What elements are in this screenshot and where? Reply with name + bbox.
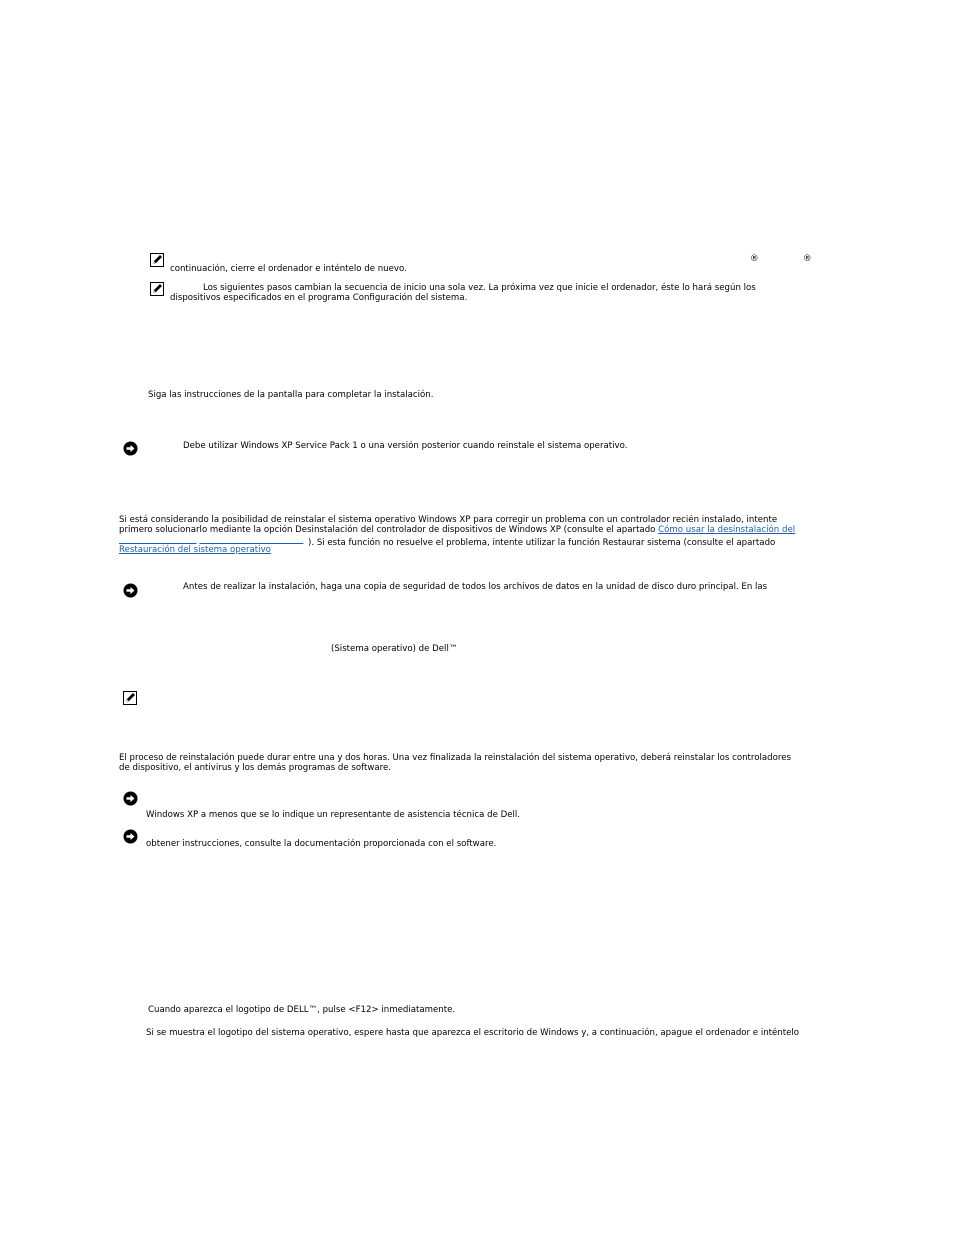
note-pencil-icon [150,282,164,296]
para-duration-line1: El proceso de reinstalación puede durar entre una y dos horas. Una vez finalizada la reinstalación del sistema operativo, deberá reinstalar los controladores [119,753,791,763]
notice-arrow-icon [123,583,138,598]
note2-line1: Los siguientes pasos cambian la secuencia de inicio una sola vez. La próxima vez que inicie el ordenador, éste lo hará según los [203,283,756,293]
notice-arrow-icon [123,441,138,456]
note1-line2: continuación, cierre el ordenador e inténtelo de nuevo. [170,264,407,274]
para-reinstall-line2-text: primero solucionarlo mediante la opción Desinstalación del controlador de dispositivos de Windows XP (consulte el apartado [119,525,659,535]
para-reinstall-line2 [119,525,795,535]
note-pencil-icon [150,253,164,267]
link-driver-rollback[interactable]: Cómo usar la desinstalación del [658,525,796,535]
notice-windows-xp: Windows XP a menos que se lo indique un representante de asistencia técnica de Dell. [146,810,520,820]
para-reinstall-line1: Si está considerando la posibilidad de reinstalar el sistema operativo Windows XP para corregir un problema con un controlador recién instalado, intente [119,515,778,525]
step-follow-instructions: Siga las instrucciones de la pantalla para completar la instalación. [148,390,434,400]
step-os-logo: Si se muestra el logotipo del sistema operativo, espere hasta que aparezca el escritorio de Windows y, a continuación, apague el ordenador e inténtelo [146,1028,800,1038]
os-dell-text: (Sistema operativo) de Dell™ [331,644,458,654]
registered-mark-2: ® [803,254,812,264]
para-duration-line2: de dispositivo, el antivirus y los demás programas de software. [119,763,392,773]
notice-arrow-icon [123,791,138,806]
registered-mark-1: ® [750,254,759,264]
note2-line2: dispositivos especificados en el programa Configuración del sistema. [170,293,468,303]
step-dell-logo: Cuando aparezca el logotipo de DELL™, pulse <F12> inmediatamente. [148,1005,456,1015]
notice-software: obtener instrucciones, consulte la documentación proporcionada con el software. [146,839,497,849]
note-pencil-icon [123,691,137,705]
notice-service-pack: Debe utilizar Windows XP Service Pack 1 o una versión posterior cuando reinstale el sistema operativo. [183,441,628,451]
link-system-restore[interactable]: Restauración del sistema operativo [119,545,271,555]
notice-arrow-icon [123,829,138,844]
notice-backup: Antes de realizar la instalación, haga una copia de seguridad de todos los archivos de datos en la unidad de disco duro principal. En las [183,582,768,592]
link-driver-rollback-cont[interactable] [119,535,308,545]
para-reinstall-line3-text: ). Si esta función no resuelve el problema, intente utilizar la función Restaurar sistema (consulte el apartado [308,538,776,548]
